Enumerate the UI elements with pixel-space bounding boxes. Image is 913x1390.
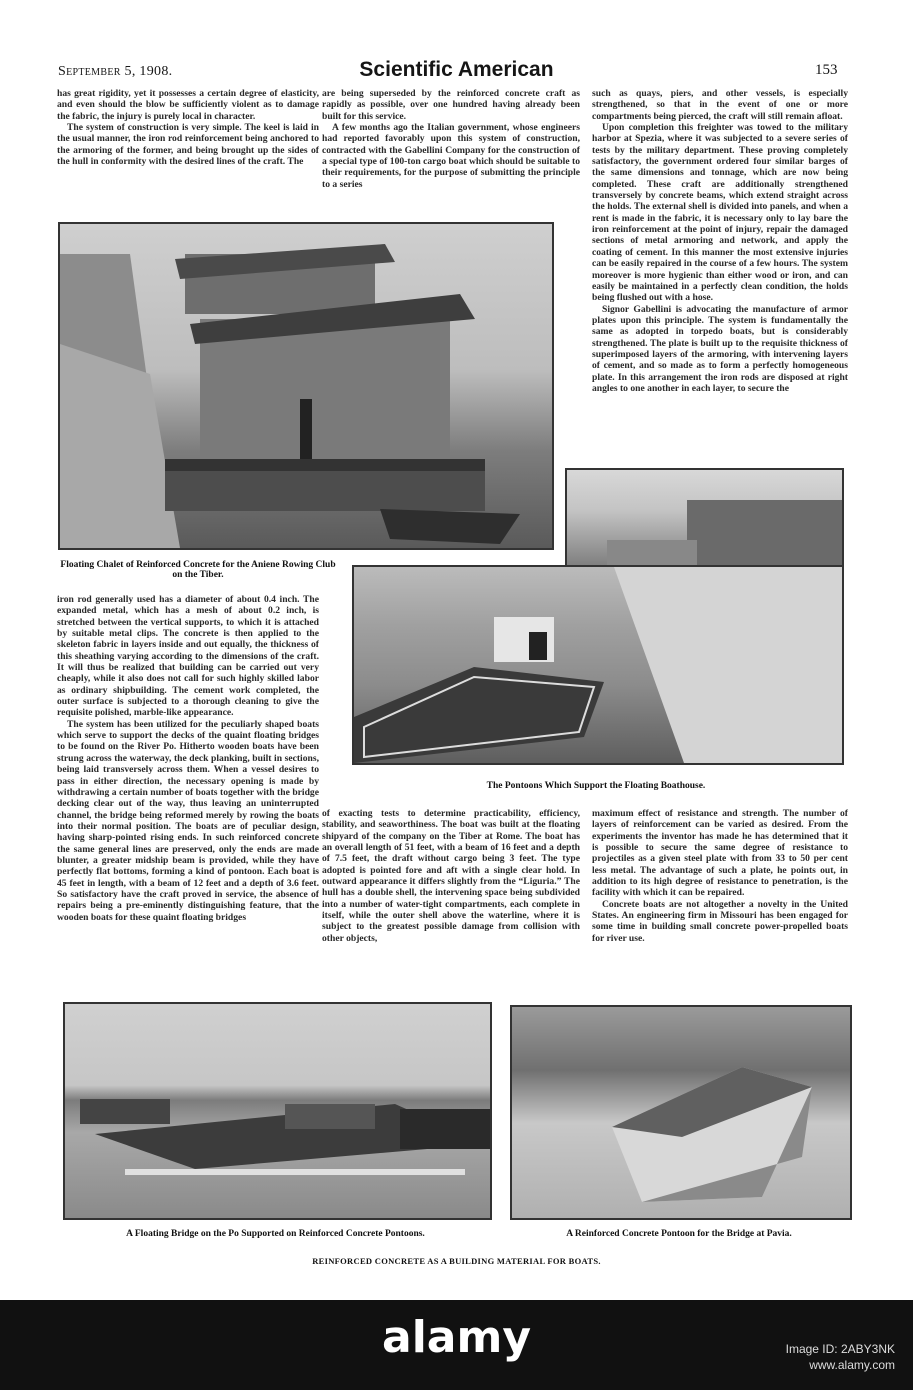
- paragraph: of exacting tests to determine practicability, efficiency, stability, and seaworthiness. The boat was built at the floating shipyard of the company on the Tiber at Rome. The boat has an overall length of 51 feet, with a beam of 16 feet and a depth of 7.5 feet, the draft without cargo being 3 feet. The type adopted is pointed fore and aft with a single clear hold. In outward appearance it differs slightly from the “Liguria.” The hull has a double shell, the intervening space being subdivided into a number of water-tight compartments, each complete in itself, while the outer shell above the waterline, where it is subject to the greatest possible damage from collision with other objects,: [322, 808, 580, 944]
- paragraph: maximum effect of resistance and strength. The number of layers of reinforcement can be varied as desired. From the experiments the inventor has made he has determined that it is possible to secure the same degree of resistance to projectiles as a given steel plate with from 33 to 50 per cent less metal. The advantage of such a plate, he points out, in addition to its high degree of resistance to penetration, is the facility with which it can be repaired.: [592, 808, 848, 899]
- bottom-column-3: [592, 808, 848, 944]
- paragraph: The system of construction is very simple. The keel is laid in the usual manner, the iron rod reinforcement being anchored to the armoring of the former, and being brought up the sides of the hull in conformity with the desired lines of the craft. The: [57, 122, 319, 168]
- issue-date: September 5, 1908.: [58, 64, 173, 79]
- watermark-info: [715, 1341, 895, 1373]
- page-number: 153: [815, 62, 838, 78]
- bottom-column-2: [322, 808, 580, 944]
- top-column-1: [57, 88, 319, 167]
- paragraph: Signor Gabellini is advocating the manufacture of armor plates upon this principle. The system is fundamentally the same as adopted in torpedo boats, but is considerably strengthened. The plate is built up to the requisite thickness of superimposed layers of the armoring, with intervening layers of cement, and so made as to form a perfectly homogeneous plate. In this arrangement the iron rods are disposed at right angles to one another in each layer, to secure the: [592, 303, 848, 394]
- paragraph: has great rigidity, yet it possesses a certain degree of elasticity, and even should the blow be sufficiently violent as to damage the fabric, the injury is purely local in character.: [57, 88, 319, 122]
- caption-floating-bridge: A Floating Bridge on the Po Supported on Reinforced Concrete Pontoons.: [126, 1229, 425, 1239]
- caption-pontoons: The Pontoons Which Support the Floating Boathouse.: [486, 781, 706, 791]
- pontoons-illustration: [354, 567, 842, 763]
- caption-floating-chalet: Floating Chalet of Reinforced Concrete for the Aniene Rowing Club on the Tiber.: [60, 560, 336, 580]
- paragraph: Concrete boats are not altogether a novelty in the United States. An engineering firm in Missouri has been engaged for some time in building small concrete power-propelled boats for river use.: [592, 898, 848, 944]
- photo-pavia-pontoon: [510, 1005, 852, 1220]
- paragraph: Upon completion this freighter was towed to the military harbor at Spezia, where it was subjected to a severe series of tests by the military department. These proving completely satisfactory, the government ordered four similar barges of the same dimensions and tonnage, which are now being completed. These craft are additionally strengthened transversely by concrete beams, which extend straight across the holds. The external shell is divided into panels, and when a rent is made in the fabric, it is necessary only to lay bare the iron reinforcement at the point of injury, repair the damaged sections of metal armoring and network, and apply the coating of cement. In this manner the most extensive injuries can be easily repaired in the course of a few hours. The system moreover is more hygienic than either wood or iron, and can easily be maintained in a perfectly clean condition, the holds being flushed out with a hose.: [592, 122, 848, 304]
- paragraph: iron rod generally used has a diameter of about 0.4 inch. The expanded metal, which has a mesh of about 0.2 inch, is stretched between the vertical supports, to which it is attached by suitable metal clips. The concrete is then applied to the skeleton fabric in layers inside and out equally, the thickness of this sheathing varying according to the dimensions of the craft. It will thus be realized that building can be carried out very cheaply, while it also does not call for such highly skilled labor as ordinary shipbuilding. The cement work completed, the outer surface is subjected to a thorough cleaning to give the requisite polished, marble-like appearance.: [57, 594, 319, 719]
- masthead-title: Scientific American: [359, 58, 554, 81]
- paragraph: A few months ago the Italian government, whose engineers had reported favorably upon this system of construction, contracted with the Gabellini Company for the construction of a special type of 100-ton cargo boat which should be suitable to their requirements, for the purpose of submitting the principle to a series: [322, 122, 580, 190]
- caption-pavia-pontoon: A Reinforced Concrete Pontoon for the Bridge at Pavia.: [566, 1229, 792, 1239]
- bridge-illustration: [65, 1004, 490, 1218]
- watermark-logo: alamy: [382, 1312, 531, 1363]
- paragraph: such as quays, piers, and other vessels, is especially strengthened, so that in the event of one or more compartments being pierced, the craft will still remain afloat.: [592, 88, 848, 122]
- chalet-illustration: [60, 224, 552, 548]
- image-id: Image ID: 2ABY3NK: [785, 1342, 895, 1356]
- bottom-column-1: [57, 594, 319, 923]
- photo-pontoons-top: [565, 468, 844, 570]
- photo-floating-bridge: [63, 1002, 492, 1220]
- paragraph: The system has been utilized for the peculiarly shaped boats which serve to support the decks of the quaint floating bridges to be found on the River Po. Hitherto wooden boats have been strung across the waterway, the deck planking, built in sections, being laid transversely across them. When a vessel desires to pass in either direction, the necessary opening is made by withdrawing a certain number of boats together with the bridge decking clear out of the way, thus leaving an uninterrupted channel, the bridge being reformed merely by rowing the boats into their normal position. The boats are of peculiar design, having sharp-pointed rising ends. In such reinforced concrete the same general lines are preserved, only the ends are made blunter, a greater midship beam is provided, while they have perfectly flat bottoms, forming a kind of pontoon. Each boat is 45 feet in length, with a beam of 12 feet and a depth of 3.6 feet. So satisfactory have the craft proved in service, the absence of repairs being a pre-eminently distinguishing feature, that the wooden boats for these quaint floating bridges: [57, 718, 319, 923]
- photo-pontoons: [352, 565, 844, 765]
- top-column-3: [592, 88, 848, 394]
- watermark-url: www.alamy.com: [809, 1358, 895, 1372]
- pontoon-illustration: [512, 1007, 850, 1218]
- photo-floating-chalet: [58, 222, 554, 550]
- figure-title: REINFORCED CONCRETE AS A BUILDING MATERIAL FOR BOATS.: [312, 1256, 601, 1266]
- paragraph: are being superseded by the reinforced concrete craft as rapidly as possible, over one hundred having already been built for this service.: [322, 88, 580, 122]
- buildings-illustration: [567, 470, 842, 570]
- top-column-2: [322, 88, 580, 190]
